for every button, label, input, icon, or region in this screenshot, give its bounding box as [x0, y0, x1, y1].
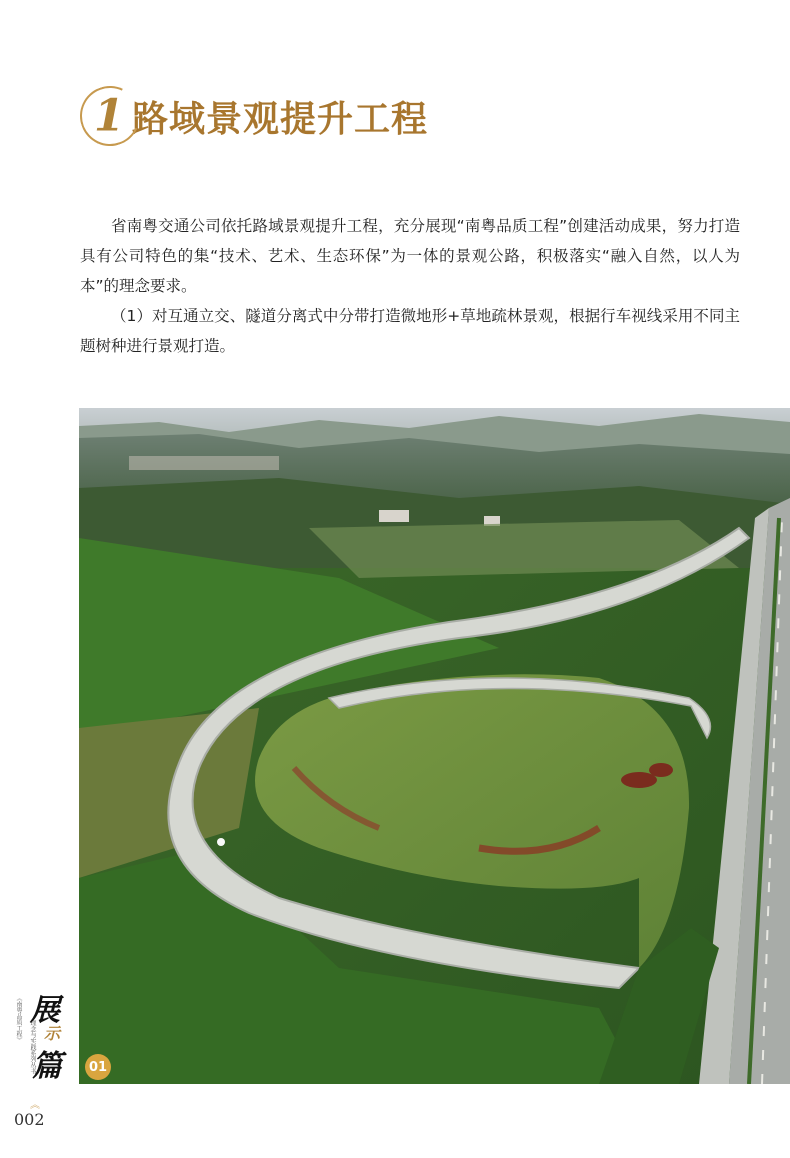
section-heading	[80, 86, 428, 146]
interchange-aerial-photo	[79, 408, 790, 1084]
series-side-mark	[6, 985, 76, 1095]
photo-number-badge: 01	[85, 1054, 111, 1080]
body-paragraph: （1）对互通立交、隧道分离式中分带打造微地形+草地疏林景观，根据行车视线采用不同主题树种进行景观打造。	[80, 306, 740, 355]
body-paragraph: 省南粤交通公司依托路域景观提升工程，充分展现“南粤品质工程”创建活动成果，努力打造具有公司特色的集“技术、艺术、生态环保”为一体的景观公路，积极落实“融入自然，以人为本”的理念要求。	[80, 216, 740, 295]
calligraphy-char-1: 展	[30, 993, 60, 1028]
chevron-up-icon: ︽	[30, 1100, 40, 1111]
page-number: 002	[14, 1110, 45, 1129]
calligraphy-char-2: 示	[44, 1024, 61, 1043]
series-subtitle-vertical: 理念与实践系列丛书	[29, 1020, 36, 1074]
calligraphy-char-3: 篇	[32, 1049, 62, 1084]
section-number: 1	[93, 90, 125, 142]
series-title-vertical: 《南粤品质工程》	[15, 995, 22, 1043]
section-number-circle	[72, 78, 149, 155]
section-title: 路域景观提升工程	[132, 97, 429, 140]
